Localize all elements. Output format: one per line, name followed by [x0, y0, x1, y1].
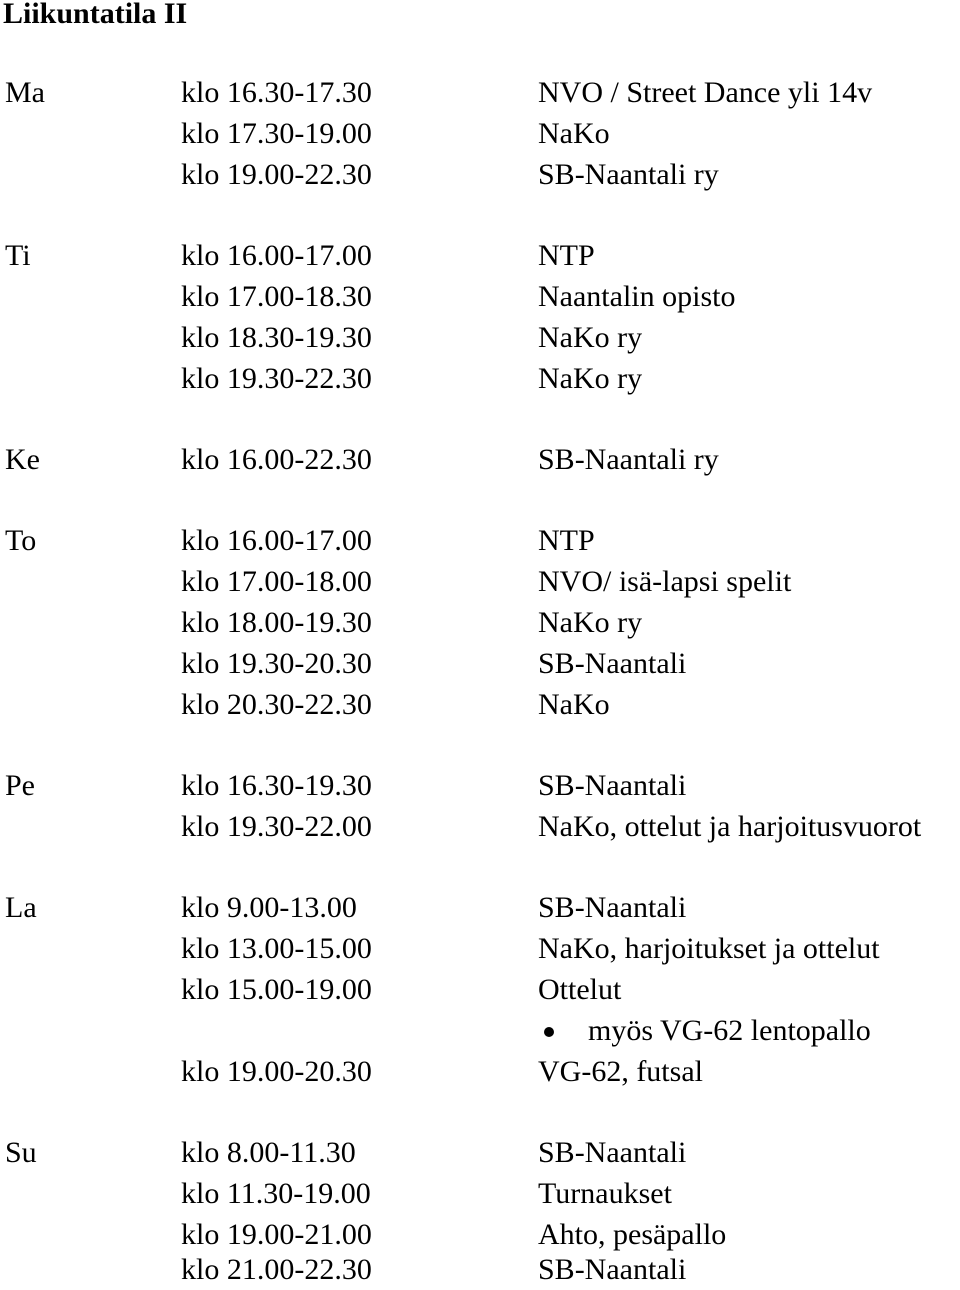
schedule-row	[0, 1133, 960, 1173]
day-label: Ma	[5, 76, 45, 109]
booking-name: NTP	[538, 524, 595, 557]
booking-name: SB-Naantali ry	[538, 443, 719, 476]
time-slot: klo 17.00-18.00	[181, 565, 372, 598]
booking-name: Naantalin opisto	[538, 280, 736, 313]
time-slot: klo 21.00-22.30	[181, 1253, 372, 1286]
schedule-row	[0, 766, 960, 806]
schedule-row	[0, 1052, 960, 1092]
booking-name: NaKo ry	[538, 606, 643, 639]
time-slot: klo 8.00-11.30	[181, 1136, 356, 1169]
schedule-row	[0, 73, 960, 113]
time-slot: klo 16.30-17.30	[181, 76, 372, 109]
booking-name: VG-62, futsal	[538, 1055, 703, 1088]
schedule-row	[0, 440, 960, 480]
booking-name: NaKo	[538, 117, 610, 150]
day-label: Su	[5, 1136, 37, 1169]
schedule-row	[0, 1215, 960, 1255]
time-slot: klo 20.30-22.30	[181, 688, 372, 721]
booking-name: NaKo, ottelut ja harjoitusvuorot	[538, 810, 922, 843]
time-slot: klo 19.30-22.00	[181, 810, 372, 843]
booking-name: SB-Naantali	[538, 769, 687, 802]
time-slot: klo 17.00-18.30	[181, 280, 372, 313]
schedule-row	[0, 888, 960, 928]
booking-name: SB-Naantali	[538, 1136, 687, 1169]
day-label: Ti	[5, 239, 31, 272]
time-slot: klo 18.30-19.30	[181, 321, 372, 354]
time-slot: klo 18.00-19.30	[181, 606, 372, 639]
booking-name: NaKo ry	[538, 362, 643, 395]
schedule-row	[0, 1174, 960, 1214]
schedule-row	[0, 644, 960, 684]
day-label: La	[5, 891, 37, 924]
schedule-row	[0, 359, 960, 399]
booking-name: SB-Naantali	[538, 1253, 687, 1286]
time-slot: klo 19.00-21.00	[181, 1218, 372, 1251]
booking-name: NaKo, harjoitukset ja ottelut	[538, 932, 880, 965]
booking-name: Ottelut	[538, 973, 622, 1006]
schedule-row	[0, 807, 960, 847]
time-slot: klo 19.00-22.30	[181, 158, 372, 191]
bullet-icon	[544, 1027, 554, 1037]
booking-name: SB-Naantali ry	[538, 158, 719, 191]
schedule-row	[0, 318, 960, 358]
time-slot: klo 19.30-22.30	[181, 362, 372, 395]
schedule-row	[0, 970, 960, 1010]
time-slot: klo 11.30-19.00	[181, 1177, 371, 1210]
time-slot: klo 17.30-19.00	[181, 117, 372, 150]
page-title: Liikuntatila II	[3, 0, 188, 30]
booking-name: NVO/ isä-lapsi spelit	[538, 565, 792, 598]
bullet-note: myös VG-62 lentopallo	[588, 1014, 871, 1047]
schedule-row	[0, 1250, 960, 1290]
schedule-row	[0, 685, 960, 725]
schedule-row	[0, 603, 960, 643]
schedule-row	[0, 114, 960, 154]
booking-name: SB-Naantali	[538, 891, 687, 924]
time-slot: klo 16.00-17.00	[181, 524, 372, 557]
time-slot: klo 13.00-15.00	[181, 932, 372, 965]
schedule-row	[0, 236, 960, 276]
time-slot: klo 15.00-19.00	[181, 973, 372, 1006]
time-slot: klo 19.30-20.30	[181, 647, 372, 680]
day-label: To	[5, 524, 37, 557]
time-slot: klo 9.00-13.00	[181, 891, 357, 924]
time-slot: klo 16.30-19.30	[181, 769, 372, 802]
booking-name: NTP	[538, 239, 595, 272]
time-slot: klo 19.00-20.30	[181, 1055, 372, 1088]
booking-name: Ahto, pesäpallo	[538, 1218, 727, 1251]
booking-name: NaKo ry	[538, 321, 643, 354]
schedule-row	[0, 521, 960, 561]
day-label: Pe	[5, 769, 35, 802]
schedule-row	[0, 562, 960, 602]
booking-name: Turnaukset	[538, 1177, 672, 1210]
booking-name: NVO / Street Dance yli 14v	[538, 76, 873, 109]
bullet-row	[0, 1011, 960, 1051]
schedule-row	[0, 277, 960, 317]
time-slot: klo 16.00-22.30	[181, 443, 372, 476]
booking-name: NaKo	[538, 688, 610, 721]
time-slot: klo 16.00-17.00	[181, 239, 372, 272]
booking-name: SB-Naantali	[538, 647, 687, 680]
schedule-row	[0, 929, 960, 969]
day-label: Ke	[5, 443, 40, 476]
schedule-row	[0, 155, 960, 195]
